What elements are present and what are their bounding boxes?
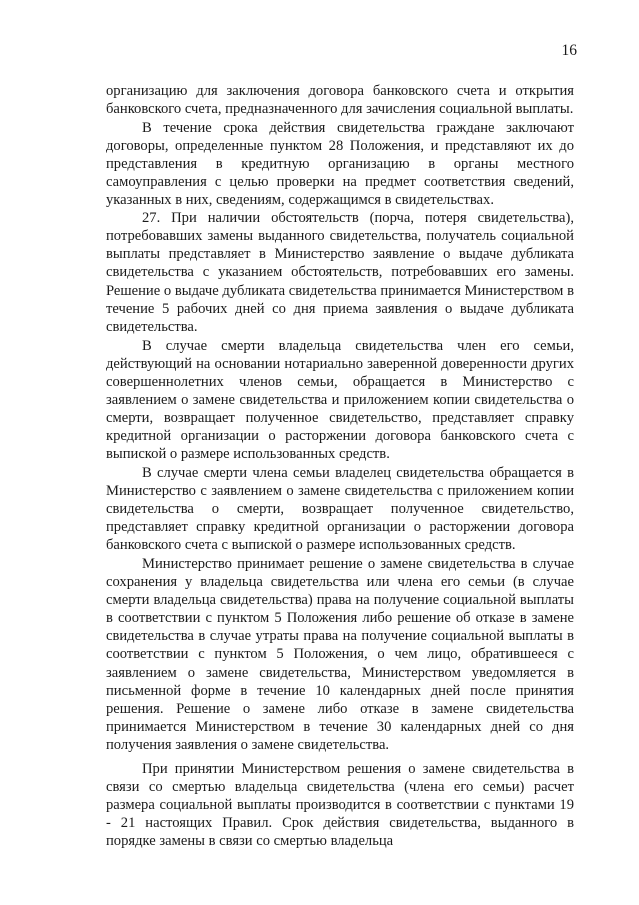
page-number: 16 <box>561 42 577 59</box>
paragraph-ministry-decision: Министерство принимает решение о замене свидетельства в случае сохранения у владельца свидетельства или члена его семьи (в случае смерти владельца свидетельства) права на получение социальной выплаты в соответствии с пунктом 5 Положения либо решение об отказе в замене свидетельства в случае утраты права на получение социальной выплаты в соответствии с пунктом 5 Положения, о чем лицо, обратившееся с заявлением о замене свидетельства, Министерством уведомляется в письменной форме в течение 10 календарных дней после принятия решения. Решение о замене либо отказе в замене свидетельства принимается Министерством в течение 30 календарных дней со дня получения заявления о замене свидетельства. <box>106 556 574 753</box>
paragraph-continuation: организацию для заключения договора банковского счета и открытия банковского счета, предназначенного для зачисления социальной выплаты. <box>106 83 574 118</box>
paragraph-payment-calculation: При принятии Министерством решения о замене свидетельства в связи со смертью владельца свидетельства (члена его семьи) расчет размера социальной выплаты производится в соответствии с пунктами 19 - 21 настоящих Правил. Срок действия свидетельства, выданного в порядке замены в связи со смертью владельца <box>106 760 574 849</box>
paragraph-item-27: 27. При наличии обстоятельств (порча, потеря свидетельства), потребовавших замены выданного свидетельства, получатель социальной выплаты представляет в Министерство заявление о выдаче дубликата свидетельства с указанием обстоятельств, потребовавших его замены. Решение о выдаче дубликата свидетельства принимается Министерством в течение 5 рабочих дней со дня приема заявления о выдаче дубликата свидетельства. <box>106 210 574 335</box>
document-body <box>106 82 574 850</box>
paragraph-owner-death: В случае смерти владельца свидетельства член его семьи, действующий на основании нотариально заверенной доверенности других совершеннолетних членов семьи, обращается в Министерство с заявлением о замене свидетельства и приложением копии свидетельства о смерти, возвращает полученное свидетельство, представляет справку кредитной организации о расторжении договора банковского счета с выпиской о размере использованных средств. <box>106 337 574 462</box>
paragraph-contracts: В течение срока действия свидетельства граждане заключают договоры, определенные пунктом 28 Положения, и представляют их до представления в кредитную организацию в органы местного самоуправления с целью проверки на предмет соответствия сведений, указанных в них, сведениям, содержащимся в свидетельствах. <box>106 120 574 209</box>
paragraph-family-member-death: В случае смерти члена семьи владелец свидетельства обращается в Министерство с заявлением о замене свидетельства с приложением копии свидетельства о смерти, возвращает полученное свидетельство, представляет справку кредитной организации о расторжении договора банковского счета с выпиской о размере использованных средств. <box>106 464 574 554</box>
